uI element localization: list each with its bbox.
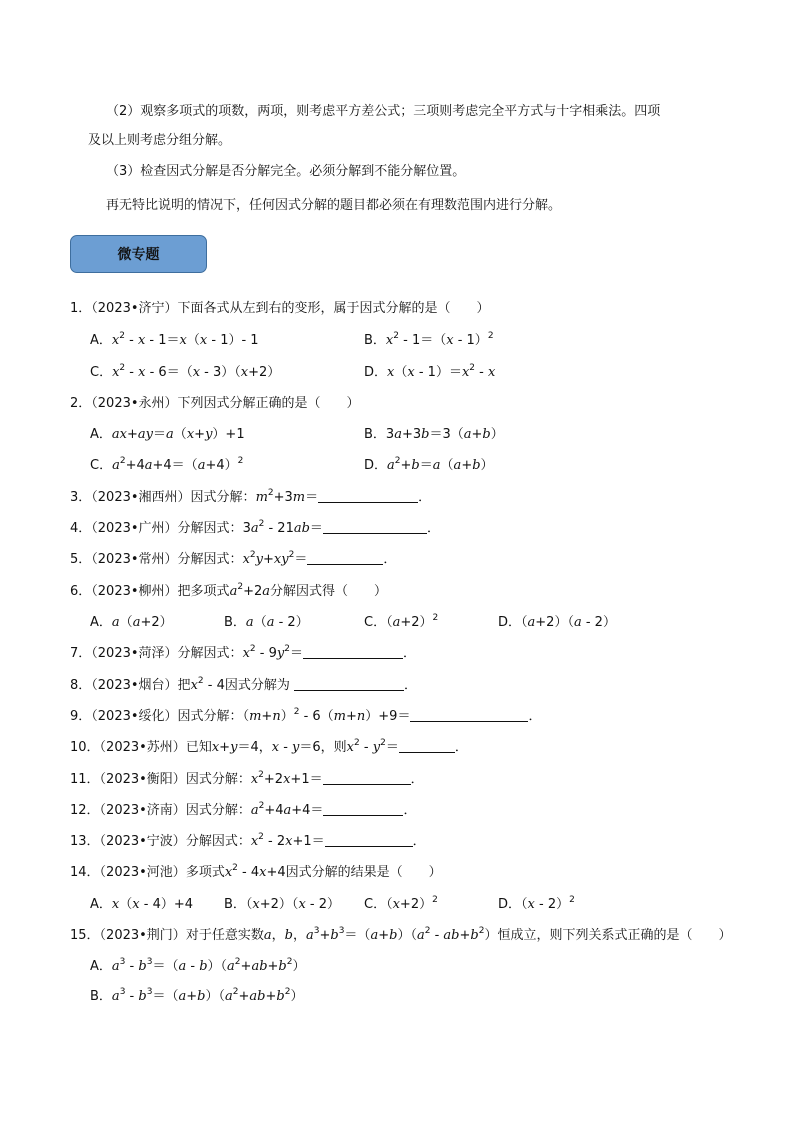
question-11: 11．（2023•衡阳）因式分解：$x^2+2x+1=$ ． (70, 769, 424, 787)
answer-blank[interactable] (323, 771, 411, 785)
q1-option-a: A．$x^2 - x - 1=x(x - 1)-$ 1 (90, 330, 259, 348)
question-3: 3．（2023•湘西州）因式分解：$m^2+3m=$ ． (70, 487, 432, 505)
question-2: 2．（2023•永州）下列因式分解正确的是（ ） (70, 396, 360, 411)
answer-blank[interactable] (325, 833, 413, 847)
answer-blank[interactable] (318, 489, 418, 503)
question-10: 10．（2023•苏州）已知x+y＝4，x - y＝6，则$x^2 - y^2=$ ． (70, 737, 468, 755)
question-5: 5．（2023•常州）分解因式：$x^2y+xy^2=$ ． (70, 549, 397, 567)
q15-option-a: A．$a^3 - b^3=(a - b)(a^2+ab+b^2)$ (90, 956, 306, 974)
intro-step3: （3）检查因式分解是否分解完全。必须分解到不能分解位置。 (106, 164, 466, 179)
intro-step2-line2: 及以上则考虑分组分解。 (88, 133, 232, 148)
q14-option-c: C．$(x+2)^2$ (364, 894, 438, 912)
q6-option-c: C．$(a+2)^2$ (364, 612, 439, 630)
q6-option-a: A．a（a+2） (90, 615, 173, 630)
answer-blank[interactable] (323, 520, 427, 534)
q2-option-c: C．$a^2+4a+4=(a+4)^2$ (90, 455, 244, 473)
answer-blank[interactable] (303, 645, 403, 659)
q14-option-b: B．（x+2）（x - 2） (224, 897, 341, 912)
question-15: 15．（2023•荆门）对于任意实数a，b，$a^3+b^3=(a+b)(a^2 - ab+b^2)$恒成立，则下列关系式正确的是（ ） (70, 925, 732, 943)
question-9: 9．（2023•绥化）因式分解：$(m+n)^2 - 6(m+n)+9=$ ． (70, 706, 542, 724)
q6-option-d: D．（a+2）（a - 2） (498, 615, 616, 630)
answer-blank[interactable] (307, 551, 383, 565)
question-1: 1．（2023•济宁）下面各式从左到右的变形，属于因式分解的是（ ） (70, 301, 490, 316)
q1-option-d: D．$x(x - 1)=x^2 - x$ (364, 362, 496, 380)
answer-blank[interactable] (399, 739, 455, 753)
question-13: 13．（2023•宁波）分解因式：$x^2 - 2x+1=$ ． (70, 831, 426, 849)
q2-option-a: A．ax+ay＝a（x+y）+1 (90, 427, 245, 442)
q2-option-d: D．$a^2+b=a(a+b)$ (364, 455, 494, 473)
intro-note: 再无特比说明的情况下，任何因式分解的题目都必须在有理数范围内进行分解。 (106, 198, 562, 213)
question-8: 8．（2023•烟台）把$x^2 - 4$因式分解为 ． (70, 675, 418, 693)
intro-step2-line1: （2）观察多项式的项数，两项，则考虑平方差公式；三项则考虑完全平方式与十字相乘法。四项 (106, 104, 661, 119)
question-12: 12．（2023•济南）因式分解：$a^2+4a+4=$ ． (70, 800, 417, 818)
q6-option-b: B．a（a - 2） (224, 615, 309, 630)
q14-option-a: A．x（x - 4）+4 (90, 897, 193, 912)
answer-blank[interactable] (294, 677, 404, 691)
q1-option-c: C．$x^2 - x - 6=(x - 3)(x+2)$ (90, 362, 281, 380)
q14-option-d: D．（x - 2）$^2$ (498, 894, 575, 912)
section-badge: 微专题 (70, 235, 207, 273)
answer-blank[interactable] (410, 708, 528, 722)
q1-option-b: B．$x^2 - 1=(x - 1)^2$ (364, 330, 494, 348)
question-14: 14．（2023•河池）多项式$x^2 - 4x+4$因式分解的结果是（ ） (70, 862, 442, 880)
q2-option-b: B．3a+3b＝3（a+b） (364, 427, 504, 442)
question-6: 6．（2023•柳州）把多项式$a^2+2a$分解因式得（ ） (70, 581, 388, 599)
question-7: 7．（2023•菏泽）分解因式：$x^2 - 9y^2=$ ． (70, 643, 416, 661)
question-4: 4．（2023•广州）分解因式：$3a^2 - 21ab=$ ． (70, 518, 440, 536)
answer-blank[interactable] (323, 802, 403, 816)
q15-option-b: B．$a^3 - b^3=(a+b)(a^2+ab+b^2)$ (90, 986, 304, 1004)
